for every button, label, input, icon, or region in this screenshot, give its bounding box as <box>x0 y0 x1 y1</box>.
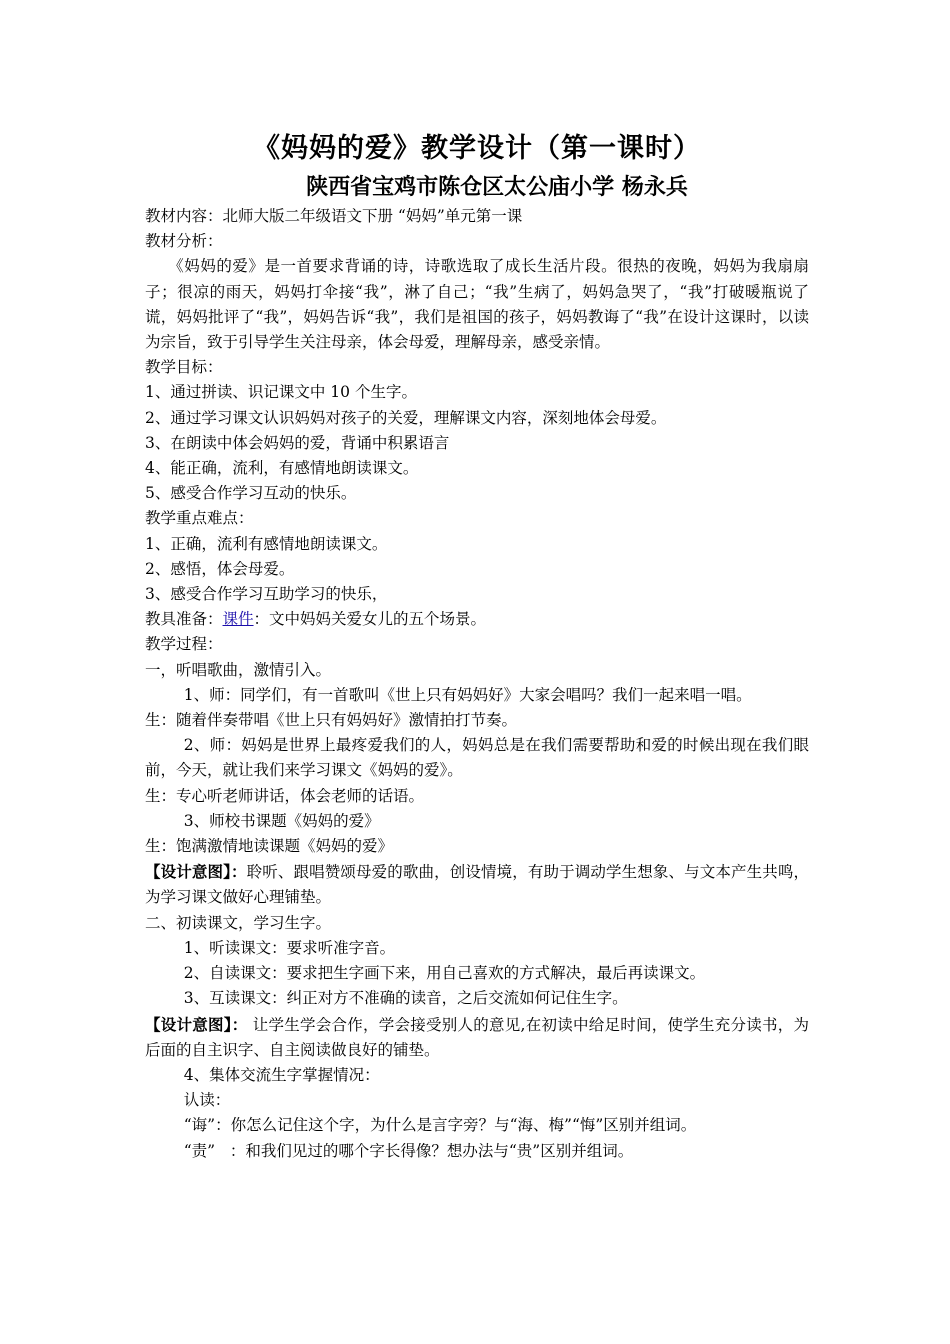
process-heading: 教学过程： <box>145 635 223 654</box>
recognize-heading: 认读： <box>183 1091 231 1110</box>
goals-heading: 教学目标： <box>145 358 223 377</box>
document-page <box>145 128 809 1164</box>
tools-suffix: ：文中妈妈关爱女儿的五个场景。 <box>253 610 487 629</box>
material-content: 教材内容：北师大版二年级语文下册 “妈妈”单元第一课 <box>145 207 523 225</box>
author-line: 陕西省宝鸡市陈仓区太公庙小学 杨永兵 <box>306 174 688 200</box>
design-intent-label: 【设计意图】： <box>145 1014 248 1034</box>
design-intent-1 <box>145 859 809 910</box>
part2-step2: 2、自读课文：要求把生字画下来，用自己喜欢的方式解决，最后再读课文。 <box>183 964 706 983</box>
char-ze-item: “责” ：和我们见过的哪个字长得像？想办法与“贵”区别并组词。 <box>183 1141 634 1160</box>
design-intent-label: 【设计意图】： <box>145 862 247 882</box>
part1-student3: 生：饱满激情地读课题《妈妈的爱》 <box>145 837 394 856</box>
design-intent-text: 聆听、跟唱赞颂母爱的歌曲，创设情境，有助于调动学生想象、与文本产生共鸣，为学习课文做好心理铺垫。 <box>145 863 809 907</box>
tools-line <box>145 607 809 632</box>
part1-step1: 1、师：同学们，有一首歌叫《世上只有妈妈好》大家会唱吗？我们一起来唱一唱。 <box>183 685 752 704</box>
goal-item: 2、通过学习课文认识妈妈对孩子的关爱，理解课文内容，深刻地体会母爱。 <box>145 408 667 427</box>
goal-item: 3、在朗读中体会妈妈的爱，背诵中积累语言 <box>145 433 450 452</box>
part1-heading: 一，听唱歌曲，激情引入。 <box>145 660 332 679</box>
design-intent-2 <box>145 1012 809 1063</box>
part2-step3: 3、互读课文：纠正对方不准确的读音，之后交流如何记住生字。 <box>183 989 628 1008</box>
part1-step2: 2、师：妈妈是世界上最疼爱我们的人，妈妈总是在我们需要帮助和爱的时候出现在我们眼前，今天，就让我们来学习课文《妈妈的爱》。 <box>145 736 809 780</box>
material-analysis-text: 《妈妈的爱》是一首要求背诵的诗，诗歌选取了成长生活片段。很热的夜晚，妈妈为我扇扇子；很凉的雨天，妈妈打伞接“我”，淋了自己；“我”生病了，妈妈急哭了，“我”打破暖瓶说了谎，妈妈批评了“我”，妈妈告诉“我”，我们是祖国的孩子，妈妈教诲了“我”在设计这课时，以读为宗旨，致于引导学生关注母亲，体会母爱，理解母亲，感受亲情。 <box>145 257 809 352</box>
goal-item: 1、通过拼读、识记课文中 10 个生字。 <box>145 383 417 402</box>
part1-step3: 3、师校书课题《妈妈的爱》 <box>183 811 380 830</box>
key-points-heading: 教学重点难点： <box>145 509 254 528</box>
document-body <box>145 204 809 1164</box>
part2-step4: 4、集体交流生字掌握情况： <box>183 1065 380 1084</box>
tools-prefix: 教具准备： <box>145 610 223 629</box>
material-analysis-heading: 教材分析： <box>145 232 223 251</box>
goal-item: 4、能正确，流利，有感情地朗读课文。 <box>145 459 419 478</box>
part1-student2: 生：专心听老师讲话，体会老师的话语。 <box>145 786 425 805</box>
part2-heading: 二、初读课文，学习生字。 <box>145 913 332 932</box>
document-title: 《妈妈的爱》教学设计（第一课时） <box>253 133 701 164</box>
design-intent-text: 让学生学会合作，学会接受别人的意见,在初读中给足时间，使学生充分读书，为后面的自主识字、自主阅读做良好的铺垫。 <box>145 1015 809 1059</box>
key-point-item: 1、正确，流利有感情地朗读课文。 <box>145 534 388 553</box>
part2-step1: 1、听读课文：要求听准字音。 <box>183 938 396 957</box>
key-point-item: 3、感受合作学习互助学习的快乐， <box>145 585 388 604</box>
char-hui-item: “诲”：你怎么记住这个字，为什么是言字旁？与“海、梅”“悔”区别并组词。 <box>183 1116 697 1135</box>
key-point-item: 2、感悟，体会母爱。 <box>145 559 295 578</box>
courseware-link[interactable]: 课件 <box>222 610 254 629</box>
goal-item: 5、感受合作学习互动的快乐。 <box>145 484 357 503</box>
part1-student1: 生：随着伴奏带唱《世上只有妈妈好》激情拍打节奏。 <box>145 711 518 730</box>
